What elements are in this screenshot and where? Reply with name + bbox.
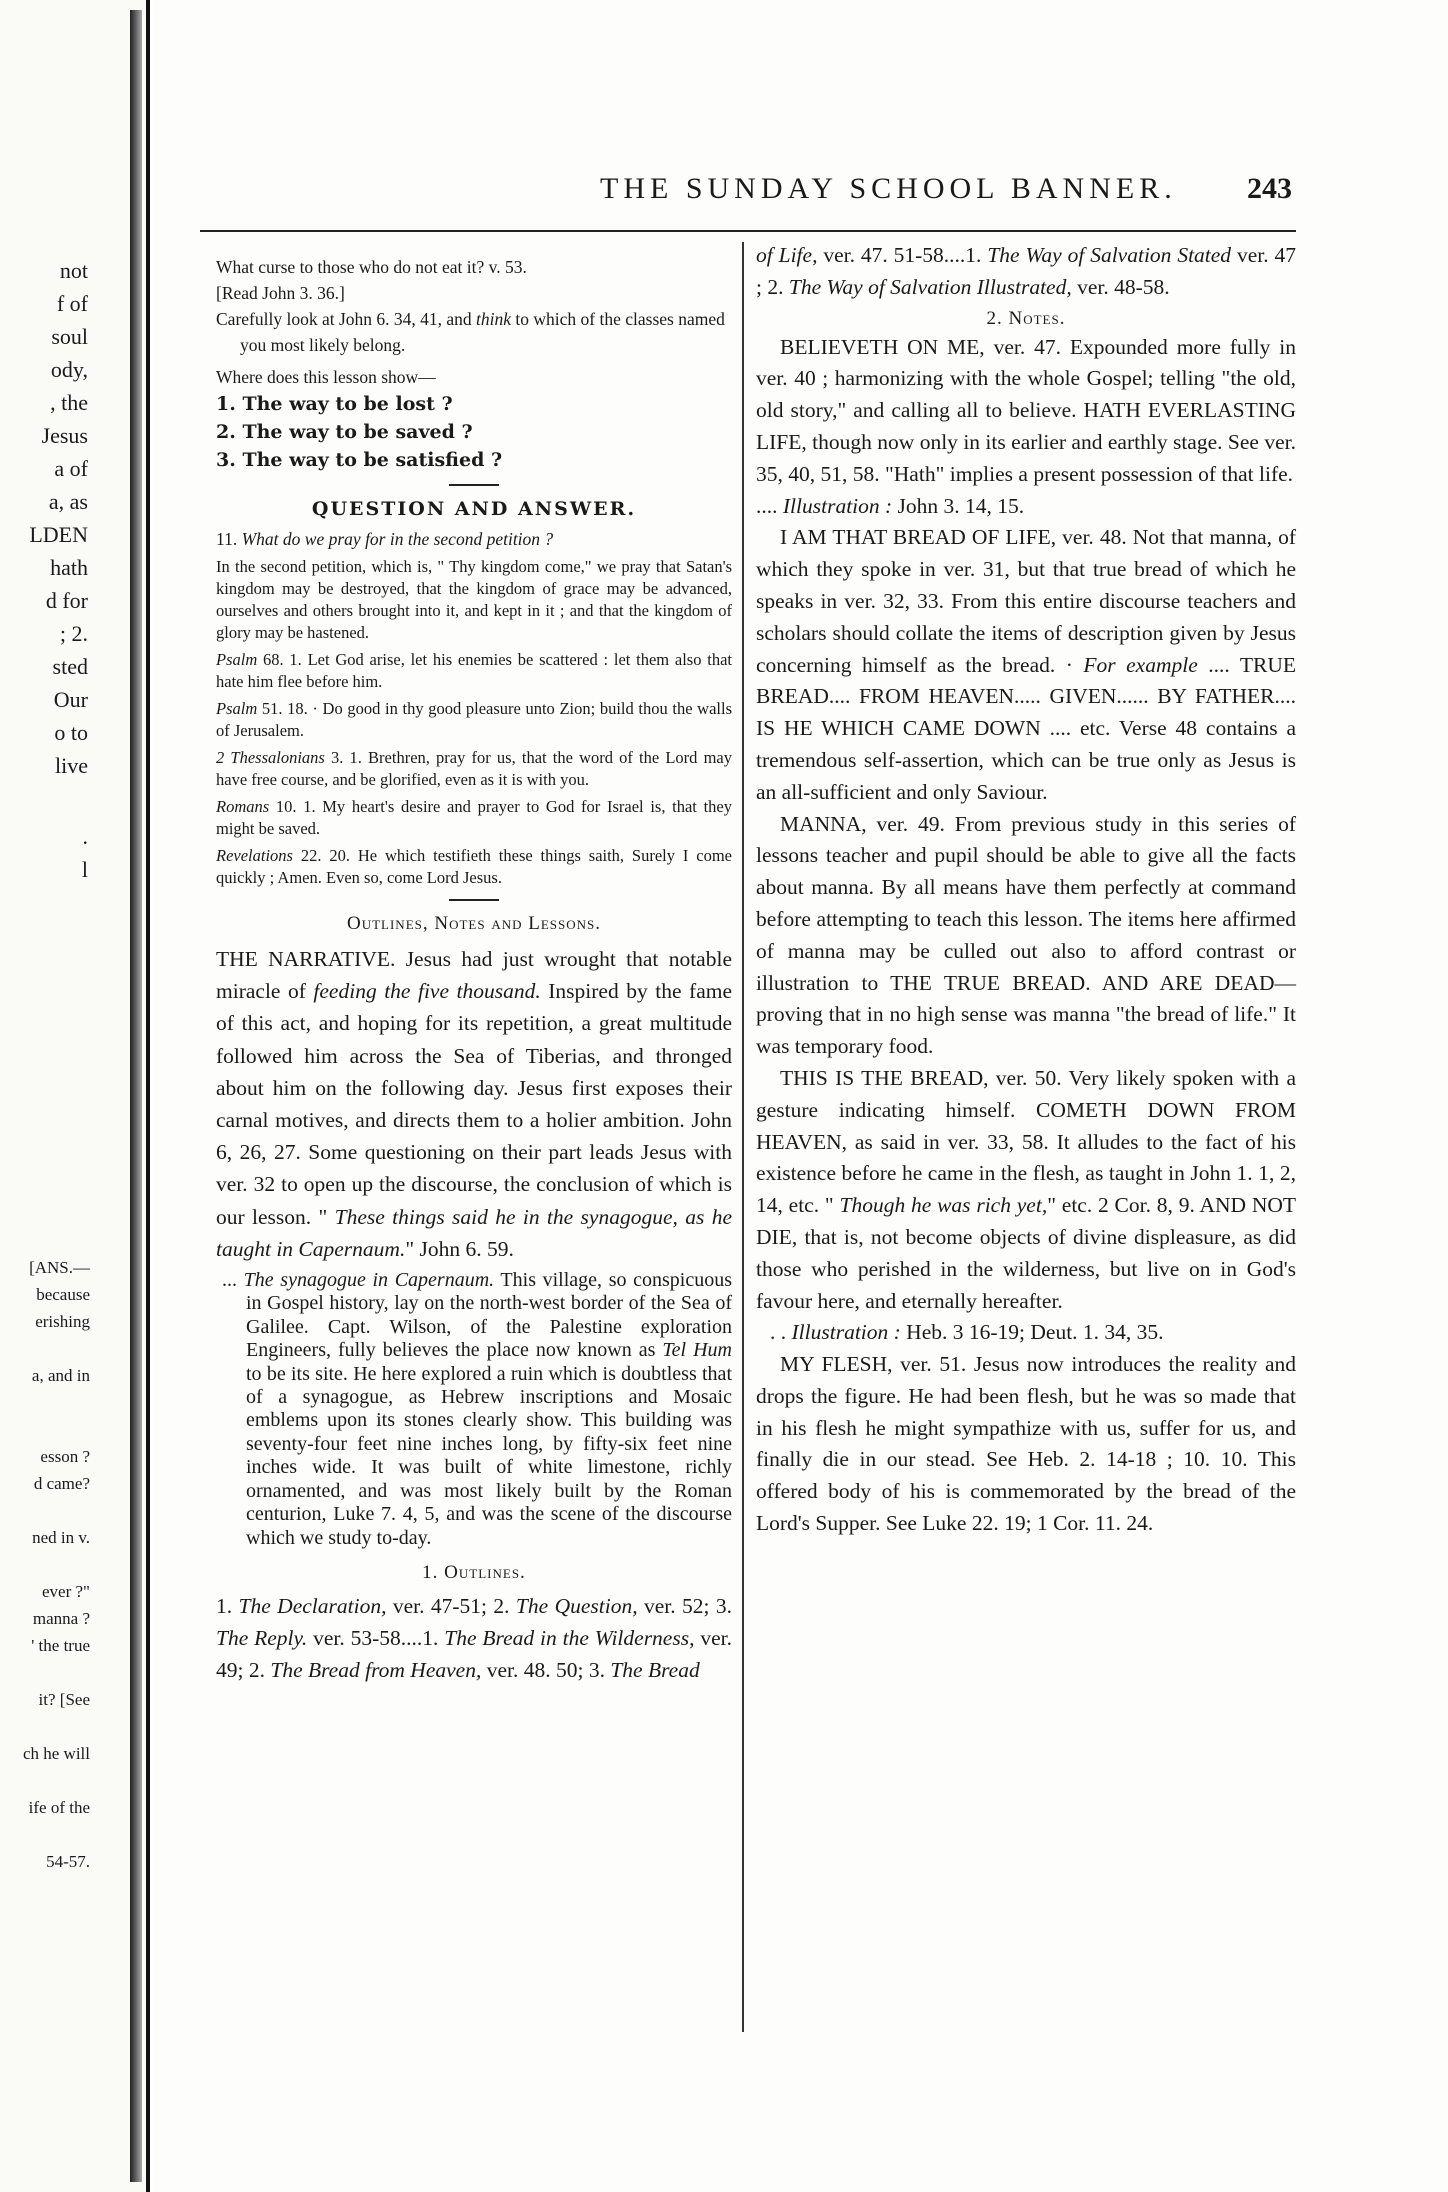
- facing-page-fragment: soul: [51, 324, 88, 349]
- section-rule: [449, 484, 499, 486]
- narrative-paragraph: THE NARRATIVE. Jesus had just wrought that notable miracle of feeding the five thousand. Inspired by the fame of this act, and hoping for its repetition, a great multitude followed him across the Sea of Tiberias, and thronged about him on the following day. Jesus first exposes their carnal motives, and directs them to a holier ambition. John 6, 26, 27. Some questioning on their part leads Jesus with ver. 32 to open up the discourse, the conclusion of which is our lesson. " These things said he in the synagogue, as he taught in Capernaum." John 6. 59.: [216, 947, 732, 1261]
- section-rule: [449, 899, 499, 901]
- running-header: [200, 172, 1340, 222]
- page-number: 243: [1247, 172, 1292, 205]
- facing-page-fragment: live: [55, 753, 88, 778]
- facing-page-answer-fragment: [0, 1659, 150, 1686]
- question-line: What curse to those who do not eat it? v. 53.: [216, 257, 527, 277]
- way-item: 3. The way to be satisfied ?: [216, 449, 503, 471]
- note-believeth: BELIEVETH ON ME, ver. 47. Expounded more fully in ver. 40 ; harmonizing with the whole Gospel; telling "the old, old story," and calling all to believe. HATH EVERLASTING LIFE, though now only in its earlier and earthly stage. See ver. 35, 40, 51, 58. "Hath" implies a present possession of that life.: [756, 334, 1296, 486]
- note-bread-of-life: I AM THAT BREAD OF LIFE, ver. 48. Not that manna, of which they spoke in ver. 31, but that true bread of which he speaks in ver. 32, 33. From this entire discourse teachers and scholars should collate the items of description given by Jesus concerning himself as the bread. · For example .... TRUE BREAD.... FROM HEAVEN..... GIVEN...... BY FATHER.... IS HE WHICH CAME DOWN .... etc. Verse 48 contains a tremendous self-assertion, which can be true only as Jesus is an all-sufficient and only Saviour.: [756, 525, 1296, 804]
- synagogue-note: ... The synagogue in Capernaum. This village, so conspicuous in Gospel history, lay on the north-west border of the Sea of Galilee. Capt. Wilson, of the Palestine exploration Engineers, fully believes the place now known as Tel Hum to be its site. He here explored a ruin which is doubtless that of a synagogue, as Hebrew inscriptions and Mosaic emblems upon its stones clearly show. This building was seventy-four feet nine inches long, by fifty-six feet nine inches wide. It was built of white limestone, richly ornamented, and was most likely built by the Roman centurion, Luke 7. 4, 5, and was the scene of the discourse which we study to-day.: [222, 1269, 733, 1549]
- way-item: 2. The way to be saved ?: [216, 421, 473, 443]
- facing-page-answer-fragment: 54-57.: [46, 1852, 90, 1871]
- facing-page-answer-fragment: erishing: [35, 1312, 90, 1331]
- qa-heading: QUESTION AND ANSWER.: [311, 498, 637, 520]
- facing-page-answer-fragment: [0, 1416, 150, 1443]
- facing-page: [0, 0, 150, 2192]
- note-my-flesh: MY FLESH, ver. 51. Jesus now introduces the reality and drops the figure. He had been flesh, but he was so made that in his flesh he might sympathize with us, suffer for us, and finally die in our stead. See Heb. 2. 14-18 ; 10. 10. This offered body of his is commemorated by the bread of the Lord's Supper. See Luke 22. 19; 1 Cor. 11. 24.: [756, 1352, 1296, 1536]
- way-item: 1. The way to be lost ?: [216, 393, 453, 415]
- facing-page-answer-fragment: ch he will: [22, 1744, 90, 1763]
- outline-continuation: of Life, ver. 47. 51-58....1. The Way of Salvation Stated ver. 47 ; 2. The Way of Salvation Illustrated, ver. 48-58.: [756, 243, 1296, 299]
- header-rule: [200, 230, 1296, 232]
- right-column: [756, 240, 1296, 1540]
- facing-page-text-top: [0, 254, 150, 782]
- lesson-show-line: Where does this lesson show—: [216, 367, 436, 387]
- facing-page-answer-fragment: [0, 1821, 150, 1848]
- facing-page-answer-fragment: [ANS.—: [29, 1258, 90, 1277]
- notes-heading: 2. Notes.: [986, 307, 1066, 329]
- facing-page-fragment: LDEN: [29, 522, 88, 547]
- facing-page-fragment: ; 2.: [59, 621, 88, 646]
- instruction-line: Carefully look at John 6. 34, 41, and think to which of the classes named you most likely belong.: [216, 309, 725, 355]
- header-title: THE SUNDAY SCHOOL BANNER.: [600, 172, 1177, 205]
- facing-page-fragment: l: [81, 857, 88, 882]
- note-manna: MANNA, ver. 49. From previous study in this series of lessons teacher and pupil should be able to give all the facts about manna. By all means have them perfectly at command before attempting to teach this lesson. The items here affirmed of manna may be culled out also to afford contrast or illustration to THE TRUE BREAD. AND ARE DEAD—proving that in no high sense was manna "the bread of life." It was temporary food.: [756, 811, 1296, 1059]
- illustration-line: . . Illustration : Heb. 3 16-19; Deut. 1. 34, 35.: [770, 1320, 1164, 1345]
- facing-page-answer-fragment: ' the true: [31, 1636, 90, 1655]
- facing-page-answer-fragment: ned in v.: [32, 1528, 90, 1547]
- facing-page-fragment: ody,: [50, 357, 88, 382]
- facing-page-answer-fragment: ife of the: [28, 1798, 90, 1817]
- note-this-is-the-bread: THIS IS THE BREAD, ver. 50. Very likely spoken with a gesture indicating himself. COMETH DOWN FROM HEAVEN, as said in ver. 33, 58. It alludes to the fact of his existence before he came in the flesh, as taught in John 1. 1, 2, 14, etc. " Though he was rich yet," etc. 2 Cor. 8, 9. AND NOT DIE, that is, not become objects of divine displeasure, as did those who perished in the wilderness, but live on in God's favour here, and eternally hereafter.: [756, 1065, 1297, 1313]
- left-column: [216, 254, 732, 1687]
- facing-page-answer-fragment: [0, 1551, 150, 1578]
- facing-page-fragment: .: [82, 824, 88, 849]
- facing-page-answer-fragment: manna ?: [32, 1609, 90, 1628]
- facing-page-answer-fragment: [0, 1389, 150, 1416]
- outlines-heading: Outlines, Notes and Lessons.: [346, 913, 602, 934]
- facing-page-fragment: , the: [50, 390, 88, 415]
- outline-paragraph: 1. The Declaration, ver. 47-51; 2. The Question, ver. 52; 3. The Reply. ver. 53-58....1. The Bread in the Wilderness, ver. 49; 2. The Bread from Heaven, ver. 48. 50; 3. The Bread: [216, 1593, 732, 1683]
- facing-page-answer-fragment: ever ?": [42, 1582, 90, 1601]
- facing-page-fragment: hath: [50, 555, 88, 580]
- scripture-text: Revelations 22. 20. He which testifieth these things saith, Surely I come quickly ; Amen. Even so, come Lord Jesus.: [216, 846, 732, 887]
- scripture-text: Psalm 51. 18. · Do good in thy good pleasure unto Zion; build thou the walls of Jerusalem.: [216, 699, 732, 740]
- facing-page-fragment: not: [59, 258, 88, 283]
- illustration-line: .... Illustration : John 3. 14, 15.: [756, 493, 1025, 518]
- facing-page-answer-fragment: a, and in: [31, 1366, 90, 1385]
- column-divider: [742, 242, 744, 2032]
- facing-page-fragment: a, as: [48, 489, 88, 514]
- facing-page-fragment: Jesus: [41, 423, 88, 448]
- facing-page-fragment: d for: [45, 588, 88, 613]
- scripture-text: Psalm 68. 1. Let God arise, let his enemies be scattered : let them also that hate him flee before him.: [216, 650, 732, 691]
- qa-answer: In the second petition, which is, " Thy kingdom come," we pray that Satan's kingdom may be destroyed, that the kingdom of grace may be advanced, ourselves and others brought into it, and kept in it ; and that the kingdom of glory may be hastened.: [216, 557, 732, 642]
- qa-question: 11. What do we pray for in the second petition ?: [216, 529, 554, 549]
- facing-page-fragment: o to: [54, 720, 88, 745]
- facing-page-answer-fragment: [0, 1497, 150, 1524]
- facing-page-answer-fragment: [0, 1767, 150, 1794]
- facing-page-answer-fragment: esson ?: [40, 1447, 90, 1466]
- facing-page-answer-fragment: [0, 1713, 150, 1740]
- book-gutter: [130, 10, 142, 2182]
- facing-page-answer-fragment: [0, 1335, 150, 1362]
- outlines-subheading: 1. Outlines.: [422, 1561, 526, 1583]
- facing-page-answer-fragment: it? [See: [38, 1690, 90, 1709]
- facing-page-answer-fragment: because: [36, 1285, 90, 1304]
- facing-page-fragment: a of: [54, 456, 88, 481]
- question-line: [Read John 3. 36.]: [216, 283, 345, 303]
- facing-page-answer-fragment: d came?: [33, 1474, 90, 1493]
- facing-page-fragment: Our: [53, 687, 88, 712]
- facing-page-text-mid: [0, 820, 150, 886]
- facing-page-fragment: sted: [52, 654, 88, 679]
- scripture-text: 2 Thessalonians 3. 1. Brethren, pray for us, that the word of the Lord may have free course, and be glorified, even as it is with you.: [216, 748, 732, 789]
- facing-page-fragment: f of: [56, 291, 88, 316]
- scripture-text: Romans 10. 1. My heart's desire and prayer to God for Israel is, that they might be saved.: [216, 797, 732, 838]
- facing-page-answers: [0, 1254, 150, 1875]
